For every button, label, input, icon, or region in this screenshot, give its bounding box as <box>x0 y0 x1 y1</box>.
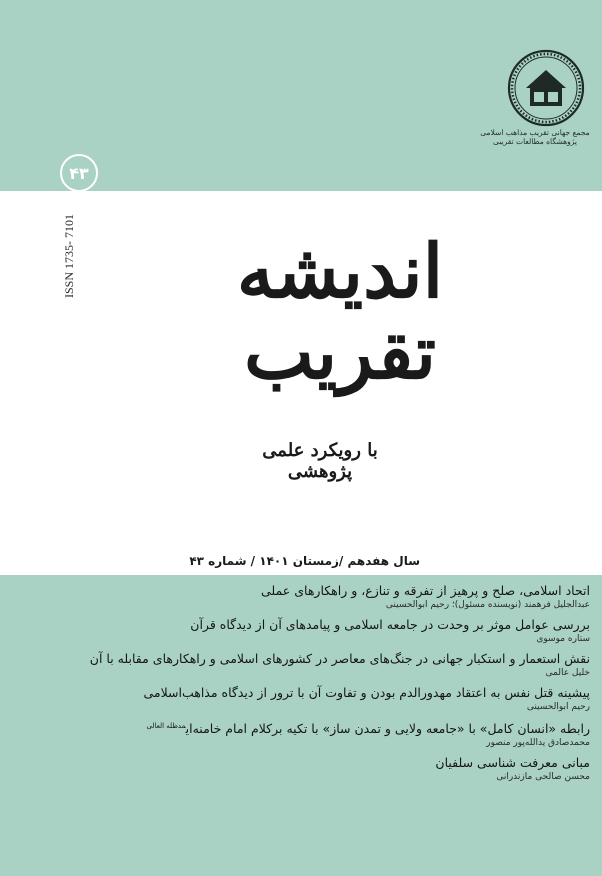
toc-item <box>20 650 590 679</box>
table-of-contents <box>20 582 590 788</box>
toc-item-title: نقش استعمار و استکبار جهانی در جنگ‌های معاصر در کشورهای اسلامی و راهکارهای مقابله با آن <box>89 651 590 666</box>
toc-item <box>20 754 590 783</box>
issue-number-badge: ۴۳ <box>60 154 98 192</box>
toc-item-author: محمدصادق یدالله‌پور منصور <box>486 738 590 749</box>
toc-item-author: محسن صالحی مازندرانی <box>496 772 590 783</box>
toc-item-title: پیشینه قتل نفس به اعتقاد مهدورالدم بودن و تفاوت آن با ترور از دیدگاه مذاهب‌اسلامی <box>143 685 590 700</box>
toc-item-title <box>20 718 590 737</box>
toc-item-title-text: رابطه «انسان کامل» با «جامعه ولایی و تمدن ساز» با تکیه برکلام امام خامنه‌ای <box>185 721 590 737</box>
toc-item-author: خلیل عالمی <box>545 668 590 678</box>
issn-label: ISSN 1735- 7101 <box>62 213 76 298</box>
toc-item-title: اتحاد اسلامی، صلح و پرهیز از تفرقه و تنازع، و راهکارهای عملی <box>261 583 590 598</box>
toc-item-title: مبانی معرفت شناسی سلفیان <box>435 755 590 771</box>
publisher-line-1: مجمع جهانی تقریب مذاهب اسلامی <box>480 128 590 137</box>
institute-logo-icon <box>503 48 589 128</box>
toc-item-author: رحیم ابوالحسینی <box>526 702 590 712</box>
toc-item <box>20 582 590 611</box>
toc-item <box>20 718 590 749</box>
journal-subtitle: با رویکرد علمی پژوهشی <box>262 440 378 482</box>
toc-item <box>20 616 590 645</box>
toc-item-title-honorific: مدظله العالی <box>146 722 186 730</box>
toc-item <box>20 684 590 713</box>
toc-item-author: ستاره موسوی <box>536 634 590 644</box>
toc-item-title: بررسی عوامل موثر بر وحدت در جامعه اسلامی و پیامدهای آن از دیدگاه قرآن <box>190 617 590 632</box>
publisher-line-2: پژوهشگاه مطالعات تقریبی <box>493 137 577 146</box>
journal-title: اندیشه تقریب <box>236 229 444 397</box>
toc-item-author: عبدالجلیل فرهمند (نویسنده مسئول)؛ رحیم ابوالحسینی <box>385 600 590 610</box>
issue-info: سال هفدهم /زمستان ۱۴۰۱ / شماره ۴۳ <box>189 554 420 568</box>
publisher-name <box>480 128 590 146</box>
